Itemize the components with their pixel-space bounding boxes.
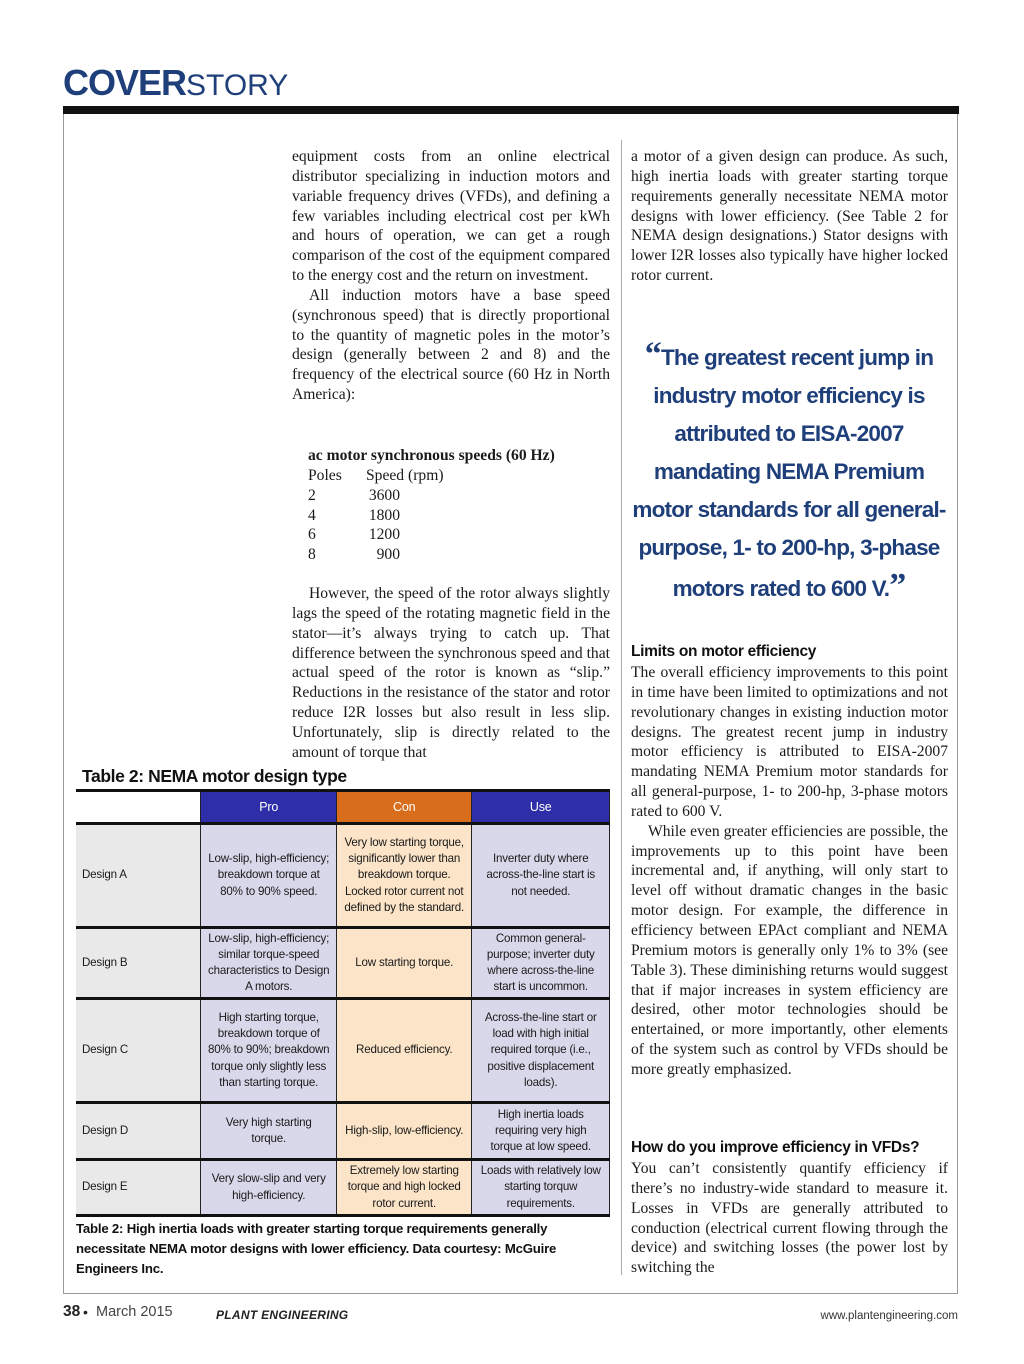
table-header-blank [76, 791, 201, 824]
website-url: www.plantengineering.com [820, 1310, 958, 1322]
poles-value: 6 [308, 526, 316, 544]
table-row [76, 999, 610, 1103]
section-heading-limits: Limits on motor efficiency [631, 643, 817, 660]
column-divider [621, 140, 622, 1275]
table-row [76, 1103, 610, 1160]
pro-cell: High starting torque, breakdown torque of 80% to 90%; breakdown torque only slightly less than starting torque. [201, 999, 337, 1103]
con-cell: Very low starting torque, significantly lower than breakdown torque. Locked rotor current not defined by the standard. [336, 824, 472, 928]
design-label: Design A [76, 824, 201, 928]
use-cell: Common general-purpose; inverter duty where across-the-line start is uncommon. [472, 928, 610, 999]
design-label: Design B [76, 928, 201, 999]
table-title: Table 2: NEMA motor design type [82, 766, 347, 786]
right-column-intro: a motor of a given design can produce. As such, high inertia loads with greater starting torque requirements generally necessitate NEMA motor designs with lower efficiency. (See Table 2 for NEMA design designations.) Stator designs with lower I2R losses also typically have higher locked rotor current. [631, 148, 948, 285]
speeds-row [308, 506, 555, 526]
publication-name: PLANT ENGINEERING [216, 1308, 349, 1322]
table-caption: Table 2: High inertia loads with greater starting torque requirements generally necessitate NEMA motor designs with lower efficiency. Data courtesy: McGuire Engineers Inc. [76, 1221, 557, 1276]
header-story: STORY [186, 69, 289, 102]
nema-design-table [76, 789, 610, 1217]
poles-value: 4 [308, 506, 316, 524]
speeds-row [308, 545, 555, 565]
paragraph: The overall efficiency improvements to this point in time have been limited to optimizations and not revolutionary changes in existing induction motor designs. The greatest recent jump in industry motor efficiency is attributed to EISA-2007 mandating NEMA Premium motor standards for all general-purpose, 1- to 200-hp, 3-phase motors rated to 600 V. [631, 664, 948, 820]
use-cell: Loads with relatively low starting torquw requirements. [472, 1160, 610, 1216]
table-header-pro: Pro [201, 791, 337, 824]
vfd-section-body: You can’t consistently quantify efficiency if there’s no industry-wide standard to measure it. Losses in VFDs are generally attributed to conduction (electrical current flowing through the device) and switching losses (the power lost by switching the [631, 1160, 948, 1277]
pro-cell: Very slow-slip and very high-efficiency. [201, 1160, 337, 1216]
issue-date: March 2015 [96, 1304, 173, 1320]
synchronous-speeds-list [308, 446, 555, 565]
left-column-top [292, 147, 610, 405]
use-cell: Across-the-line start or load with high initial required torque (i.e., positive displacement loads). [472, 999, 610, 1103]
table-row [76, 824, 610, 928]
paragraph: equipment costs from an online electrical distributor specializing in induction motors and variable frequency drives (VFDs), and defining a few variables including electrical cost per kWh and hours of operation, we can get a rough comparison of the cost of the equipment compared to the energy cost and the return on investment. [292, 148, 610, 285]
page-number: 38 [63, 1303, 81, 1320]
table-header-con: Con [336, 791, 472, 824]
section-heading-vfd: How do you improve efficiency in VFDs? [631, 1139, 920, 1156]
open-quote-icon: “ [644, 336, 661, 373]
speed-value: 1200 [368, 526, 400, 544]
design-label: Design D [76, 1103, 201, 1160]
speeds-col-poles: Poles [308, 466, 342, 484]
paragraph: While even greater efficiencies are possible, the improvements up to this point have been incremental and, if anything, will only start to level off without dramatic changes in the basic motor design. For example, the difference in efficiency between EPAct compliant and NEMA Premium motors is generally only 1% to 3% (see Table 3). These diminishing returns would suggest that if major increases in system efficiency are desired, other motor technologies should be entertained, or more importantly, other elements of the system such as control by VFDs should be more greatly emphasized. [631, 822, 948, 1078]
header-rule [63, 106, 959, 114]
footer-separator: • [83, 1304, 88, 1320]
design-label: Design C [76, 999, 201, 1103]
con-cell: High-slip, low-efficiency. [336, 1103, 472, 1160]
table-row [76, 1160, 610, 1216]
poles-value: 2 [308, 486, 316, 504]
con-cell: Reduced efficiency. [336, 999, 472, 1103]
close-quote-icon: ” [889, 567, 906, 604]
pro-cell: Low-slip, high-efficiency; similar torque-speed characteristics to Design A motors. [201, 928, 337, 999]
table-header-use: Use [472, 791, 610, 824]
section-header [63, 62, 288, 104]
speed-value: 1800 [368, 506, 400, 524]
pull-quote [630, 336, 948, 608]
con-cell: Low starting torque. [336, 928, 472, 999]
use-cell: Inverter duty where across-the-line start is not needed. [472, 824, 610, 928]
limits-section-body [631, 663, 948, 1080]
use-cell: High inertia loads requiring very high torque at low speed. [472, 1103, 610, 1160]
design-label: Design E [76, 1160, 201, 1216]
table-row [76, 928, 610, 999]
speeds-row [308, 525, 555, 545]
speeds-col-speed: Speed (rpm) [366, 466, 444, 484]
speeds-row [308, 486, 555, 506]
con-cell: Extremely low starting torque and high locked rotor current. [336, 1160, 472, 1216]
pull-quote-text: The greatest recent jump in industry motor efficiency is attributed to EISA-2007 mandating NEMA Premium motor standards for all general-purpose, 1- to 200-hp, 3-phase motors rated to 600 V. [632, 345, 946, 601]
paragraph: All induction motors have a base speed (synchronous speed) that is directly proportional to the quantity of magnetic poles in the motor’s design (generally between 2 and 8) and the frequency of the electrical source (60 Hz in North America): [292, 286, 610, 404]
speeds-title: ac motor synchronous speeds (60 Hz) [308, 447, 555, 464]
speed-value: 900 [376, 546, 400, 564]
speeds-header [308, 466, 555, 486]
table-header-row [76, 791, 610, 824]
pro-cell: Very high starting torque. [201, 1103, 337, 1160]
slip-paragraph: However, the speed of the rotor always slightly lags the speed of the rotating magnetic field in the stator—it’s always trying to catch up. That difference between the synchronous speed and that actual speed of the rotor is known as “slip.” Reductions in the resistance of the stator and rotor reduce I2R losses but also result in less slip. Unfortunately, slip is directly related to the amount of torque that [292, 585, 610, 761]
speed-value: 3600 [368, 486, 400, 504]
pro-cell: Low-slip, high-efficiency; breakdown torque at 80% to 90% speed. [201, 824, 337, 928]
header-cover: COVER [63, 62, 187, 103]
poles-value: 8 [308, 546, 316, 564]
